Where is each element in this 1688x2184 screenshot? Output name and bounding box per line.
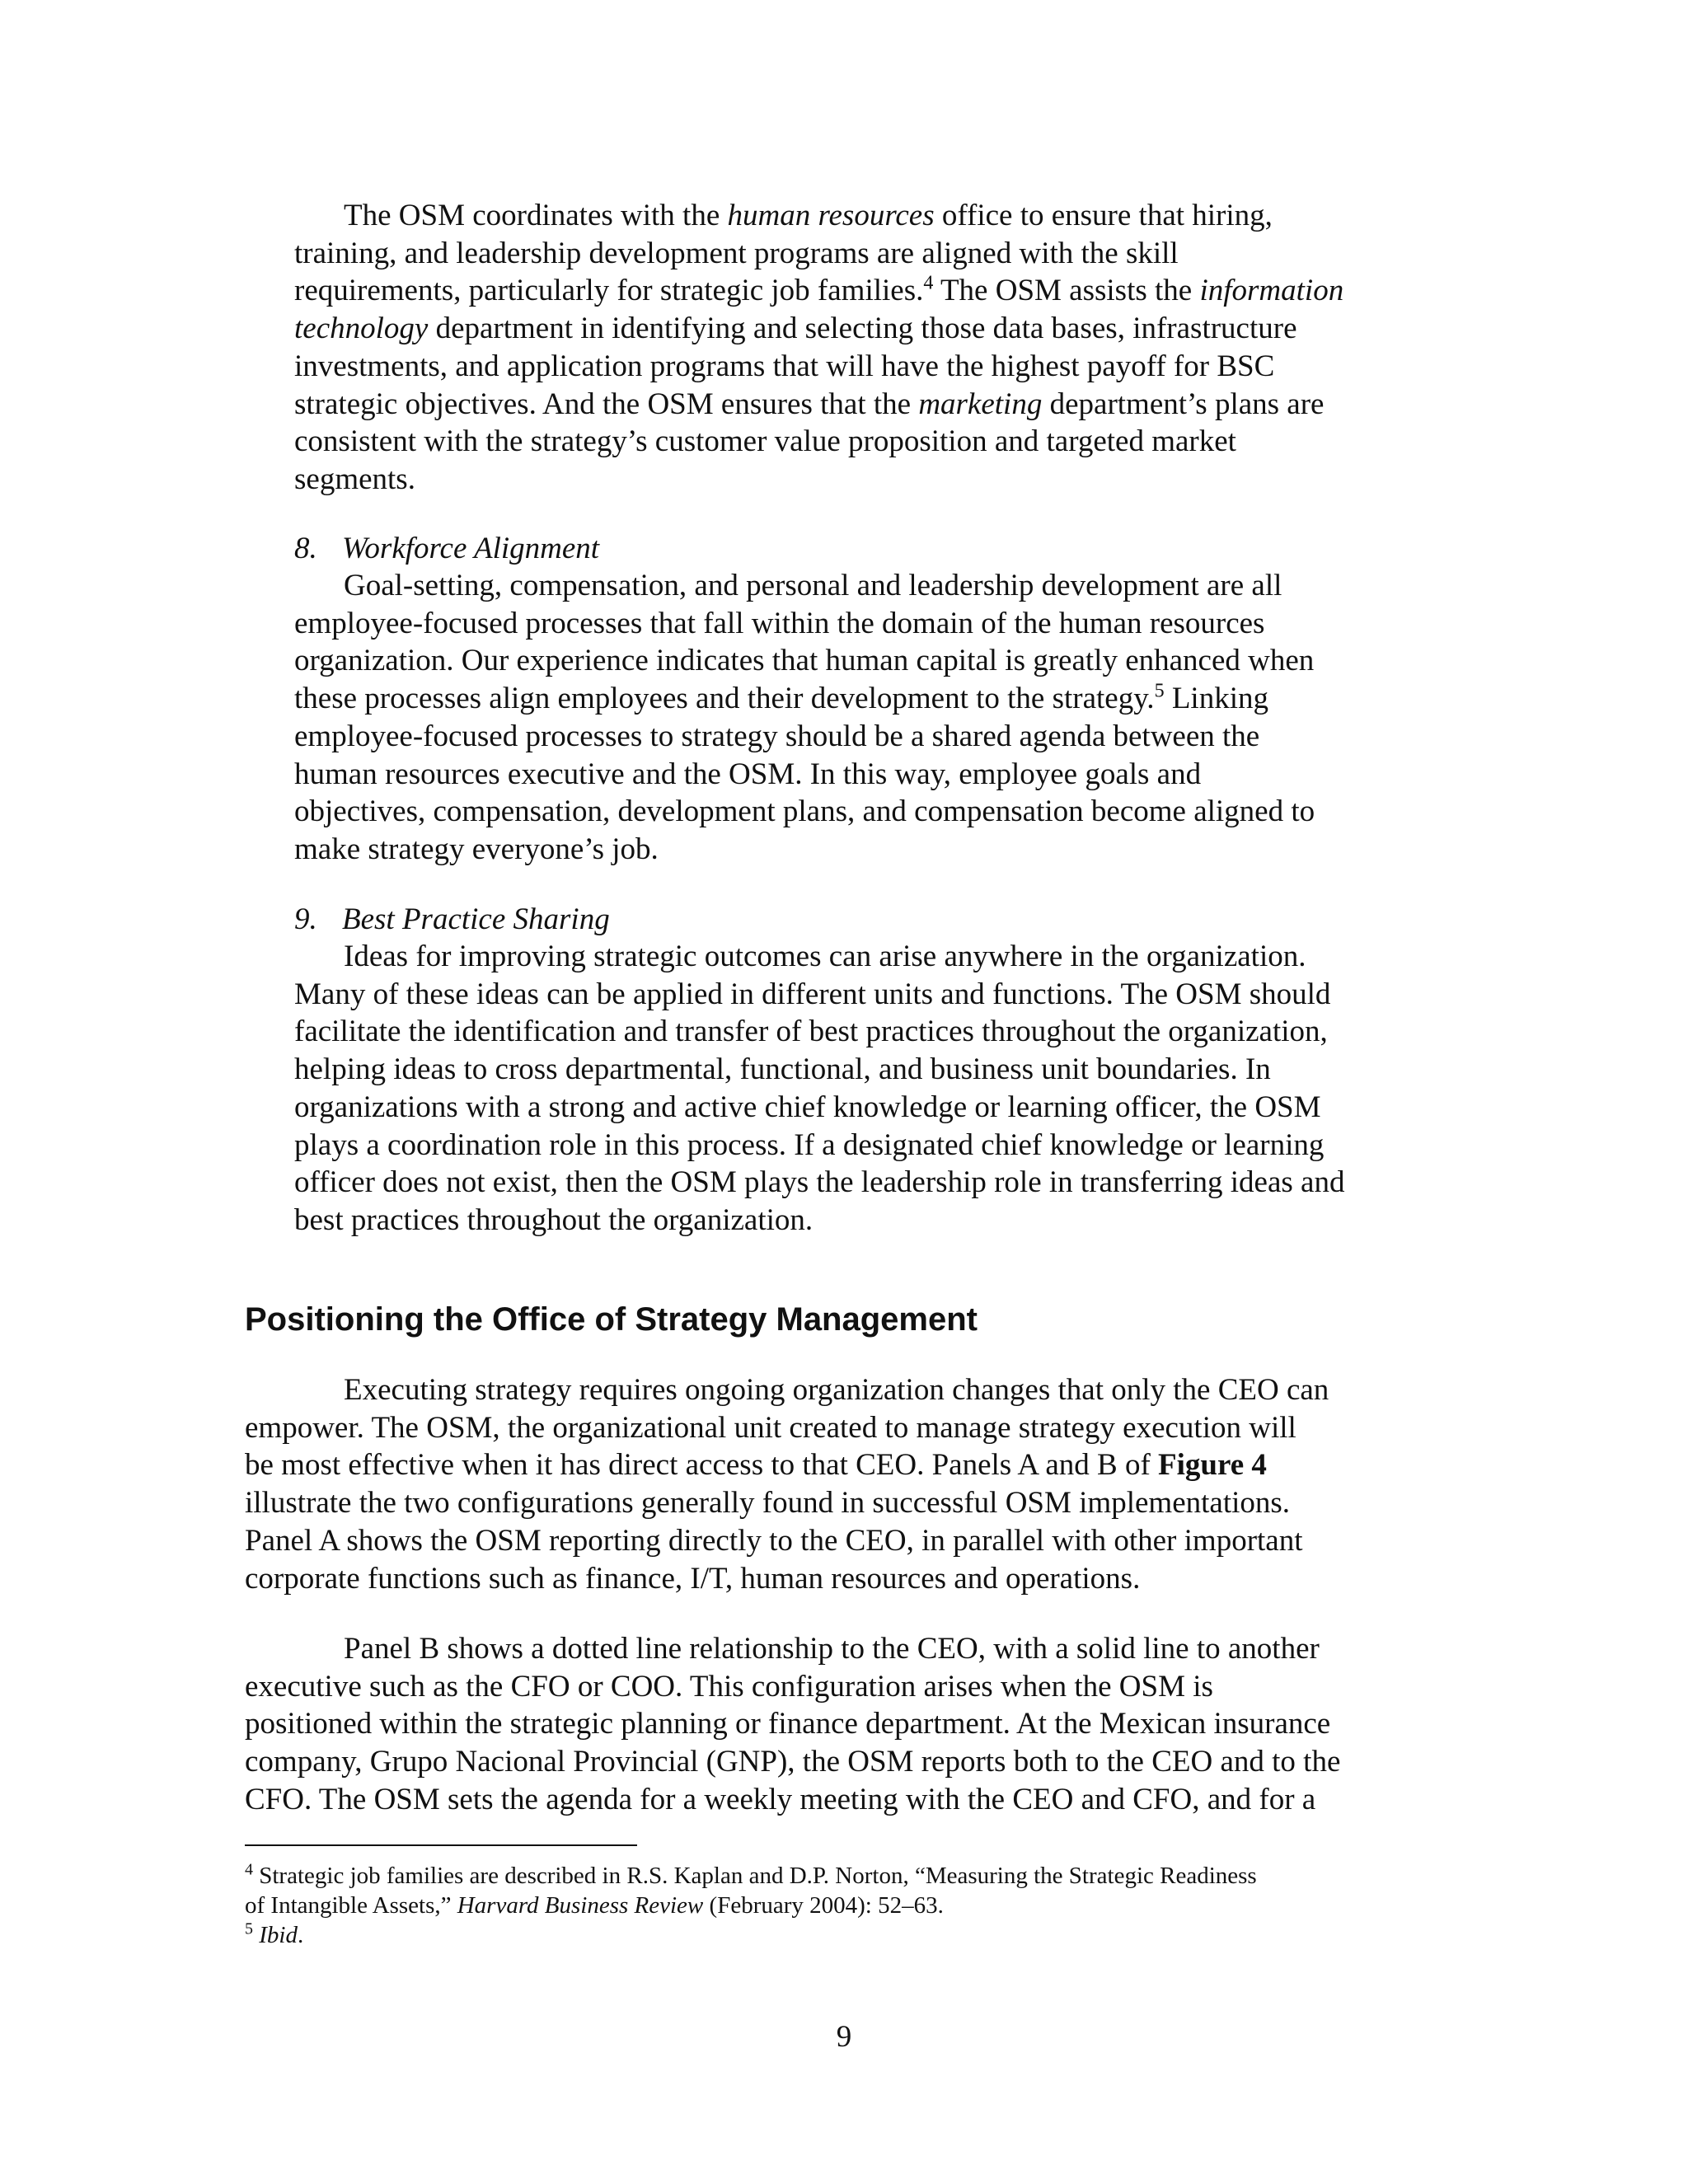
- footnote-separator: [245, 1844, 637, 1846]
- footnote-ref-4: 4: [923, 273, 934, 295]
- paragraph-executing-strategy: Executing strategy requires ongoing organization changes that only the CEO can empower. The OSM, the organizational unit created to manage strategy execution will be most effective when it has direct access to that CEO. Panels A and B of Figure 4 illustrate the two configurations generally found in successful OSM implementations. Panel A shows the OSM reporting directly to the CEO, in parallel with other important corporate functions such as finance, I/T, human resources and operations.: [245, 1373, 1329, 1596]
- footnote-ref-5: 5: [1154, 680, 1165, 702]
- section-heading: Positioning the Office of Strategy Management: [245, 1301, 978, 1338]
- item-title: Workforce Alignment: [342, 532, 600, 565]
- footnote-4: $^4$ Strategic job families are described in R.S. Kaplan and D.P. Norton, “Measuring the Strategic Readiness of Intangible Assets,” Harvard Business Review (February 2004): 52–63.: [245, 1860, 1257, 1919]
- page-number: 9: [836, 2020, 852, 2054]
- paragraph-workforce-alignment: Goal-setting, compensation, and personal and leadership development are all employee-focused processes that fall within the domain of the human resources organization. Our experience indicates that human capital is greatly enhanced when these processes align employees and their development to the strategy.$^5$ Linking employee-focused processes to strategy should be a shared agenda between the human resources executive and the OSM. In this way, employee goals and objectives, compensation, development plans, and compensation become aligned to make strategy everyone’s job.: [294, 569, 1315, 866]
- item-number: 8.: [294, 532, 317, 565]
- paragraph-best-practice-sharing: Ideas for improving strategic outcomes can arise anywhere in the organization. Many of these ideas can be applied in different units and functions. The OSM should facilitate the identification and transfer of best practices throughout the organization, helping ideas to cross departmental, functional, and business unit boundaries. In organizations with a strong and active chief knowledge or learning officer, the OSM plays a coordination role in this process. If a designated chief knowledge or learning officer does not exist, then the OSM plays the leadership role in transferring ideas and best practices throughout the organization.: [294, 940, 1345, 1237]
- paragraph-panel-b: Panel B shows a dotted line relationship to the CEO, with a solid line to another executive such as the CFO or COO. This configuration arises when the OSM is positioned within the strategic planning or finance department. At the Mexican insurance company, Grupo Nacional Provincial (GNP), the OSM reports both to the CEO and to the CFO. The OSM sets the agenda for a weekly meeting with the CEO and CFO, and for a: [245, 1632, 1341, 1816]
- item-heading-workforce-alignment: [294, 530, 599, 567]
- paragraph-osm-coordination: The OSM coordinates with the human resources office to ensure that hiring, training, and leadership development programs are aligned with the skill requirements, particularly for strategic job families.$^4$ The OSM assists the information technology department in identifying and selecting those data bases, infrastructure investments, and application programs that will have the highest payoff for BSC strategic objectives. And the OSM ensures that the marketing department’s plans are consistent with the strategy’s customer value proposition and targeted market segments.: [294, 199, 1344, 496]
- footnote-5: $^5$ Ibid.: [245, 1919, 304, 1948]
- figure-reference: Figure 4: [1158, 1448, 1267, 1483]
- item-heading-best-practice-sharing: [294, 901, 610, 938]
- item-number: 9.: [294, 902, 317, 936]
- item-title: Best Practice Sharing: [342, 902, 610, 936]
